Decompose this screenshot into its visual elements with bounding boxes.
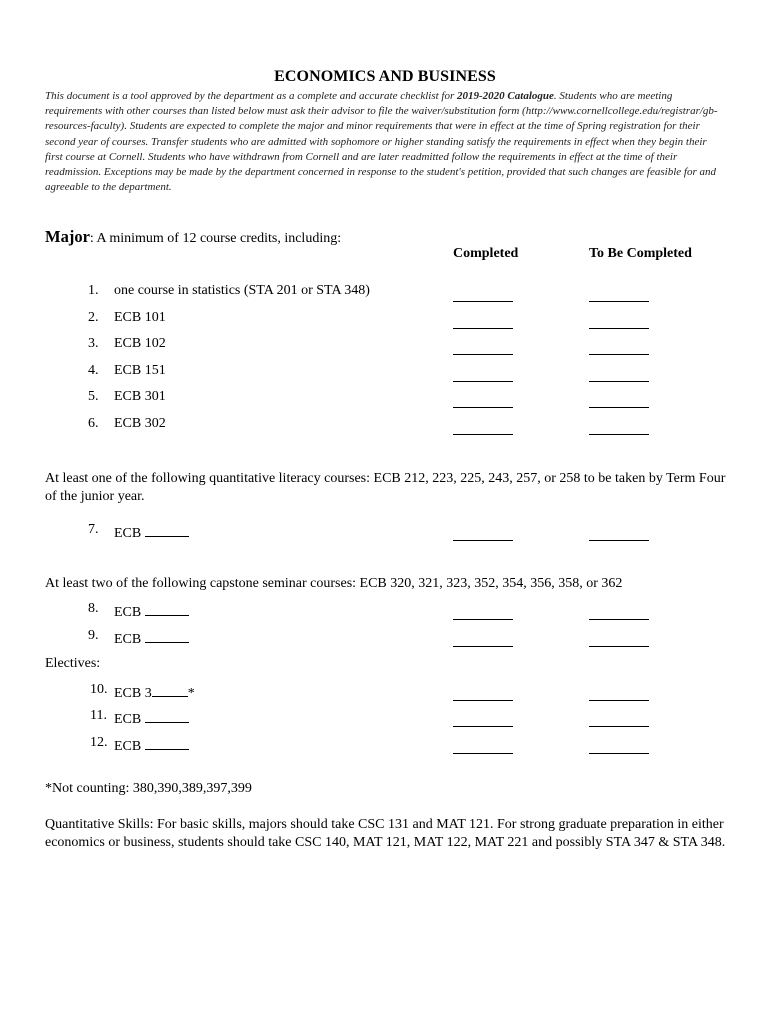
completed-blank[interactable] bbox=[453, 336, 513, 355]
quantitative-literacy-text: At least one of the following quantitative literacy courses: ECB 212, 223, 225, 243, 257, or 258 to be taken by Term Four of the junior year. bbox=[45, 471, 726, 504]
course-number: 3. bbox=[88, 336, 99, 351]
page-title: ECONOMICS AND BUSINESS bbox=[274, 68, 496, 85]
course-row-1 bbox=[0, 283, 770, 303]
course-label bbox=[114, 522, 189, 542]
completed-blank[interactable] bbox=[453, 601, 513, 620]
course-prefix: ECB bbox=[114, 605, 142, 620]
course-label bbox=[114, 628, 189, 648]
major-description: : A minimum of 12 course credits, including: bbox=[89, 231, 342, 246]
course-number-blank[interactable] bbox=[145, 522, 189, 537]
to-be-completed-blank[interactable] bbox=[589, 363, 649, 382]
course-row-3 bbox=[0, 336, 770, 356]
course-number: 8. bbox=[88, 601, 99, 616]
course-row-12 bbox=[0, 735, 770, 755]
course-label: one course in statistics (STA 201 or STA 348) bbox=[114, 283, 370, 298]
not-counting-note: *Not counting: 380,390,389,397,399 bbox=[45, 781, 252, 796]
course-label: ECB 302 bbox=[114, 416, 166, 431]
course-label: ECB 101 bbox=[114, 310, 166, 325]
course-number: 9. bbox=[88, 628, 99, 643]
to-be-completed-blank[interactable] bbox=[589, 708, 649, 727]
course-suffix: * bbox=[187, 686, 195, 701]
course-number: 10. bbox=[90, 682, 108, 697]
course-label: ECB 151 bbox=[114, 363, 166, 378]
to-be-completed-blank[interactable] bbox=[589, 283, 649, 302]
course-row-4 bbox=[0, 363, 770, 383]
course-label bbox=[114, 601, 189, 621]
intro-text-start: This document is a tool approved by the department as a complete and accurate checklist for bbox=[45, 90, 458, 102]
to-be-completed-blank[interactable] bbox=[589, 416, 649, 435]
course-number: 7. bbox=[88, 522, 99, 537]
course-prefix: ECB bbox=[114, 632, 142, 647]
completed-blank[interactable] bbox=[453, 416, 513, 435]
intro-paragraph bbox=[45, 89, 727, 195]
course-label: ECB 102 bbox=[114, 336, 166, 351]
course-label: ECB 301 bbox=[114, 389, 166, 404]
to-be-completed-blank[interactable] bbox=[589, 628, 649, 647]
to-be-completed-blank[interactable] bbox=[589, 310, 649, 329]
course-row-5 bbox=[0, 389, 770, 409]
to-be-completed-blank[interactable] bbox=[589, 682, 649, 701]
to-be-completed-blank[interactable] bbox=[589, 389, 649, 408]
completed-blank[interactable] bbox=[453, 310, 513, 329]
course-number: 1. bbox=[88, 283, 99, 298]
to-be-completed-blank[interactable] bbox=[589, 522, 649, 541]
completed-blank[interactable] bbox=[453, 628, 513, 647]
catalogue-year: 2019-2020 Catalogue bbox=[457, 90, 554, 102]
completed-blank[interactable] bbox=[453, 735, 513, 754]
course-prefix: ECB bbox=[114, 712, 142, 727]
course-label bbox=[114, 735, 189, 755]
completed-blank[interactable] bbox=[453, 363, 513, 382]
course-number-blank[interactable] bbox=[145, 628, 189, 643]
course-row-10 bbox=[0, 682, 770, 702]
column-header-to-be-completed: To Be Completed bbox=[589, 246, 692, 261]
completed-blank[interactable] bbox=[453, 682, 513, 701]
course-number-blank[interactable] bbox=[145, 735, 189, 750]
to-be-completed-blank[interactable] bbox=[589, 735, 649, 754]
course-number-blank[interactable] bbox=[152, 682, 188, 697]
completed-blank[interactable] bbox=[453, 283, 513, 302]
course-label bbox=[114, 708, 189, 728]
to-be-completed-blank[interactable] bbox=[589, 601, 649, 620]
course-number: 6. bbox=[88, 416, 99, 431]
course-number: 12. bbox=[90, 735, 108, 750]
quantitative-skills-note: Quantitative Skills: For basic skills, majors should take CSC 131 and MAT 121. For strong graduate preparation in either economics or business, students should take CSC 140, MAT 121, MAT 122, MAT 221 and possibly STA 347 & STA 348. bbox=[45, 817, 726, 850]
course-row-7 bbox=[0, 522, 770, 542]
course-prefix: ECB bbox=[114, 739, 142, 754]
course-prefix: ECB 3 bbox=[114, 686, 152, 701]
course-row-6 bbox=[0, 416, 770, 436]
electives-heading: Electives: bbox=[45, 656, 101, 671]
course-number: 11. bbox=[90, 708, 107, 723]
course-number: 5. bbox=[88, 389, 99, 404]
course-prefix: ECB bbox=[114, 526, 142, 541]
capstone-text: At least two of the following capstone seminar courses: ECB 320, 321, 323, 352, 354, 356, 358, or 362 bbox=[45, 576, 623, 591]
course-number-blank[interactable] bbox=[145, 601, 189, 616]
to-be-completed-blank[interactable] bbox=[589, 336, 649, 355]
completed-blank[interactable] bbox=[453, 389, 513, 408]
column-header-completed: Completed bbox=[453, 246, 519, 261]
course-row-9 bbox=[0, 628, 770, 648]
course-row-2 bbox=[0, 310, 770, 330]
completed-blank[interactable] bbox=[453, 708, 513, 727]
intro-text-rest: . Students who are meeting requirements with other courses than listed below must ask their advisor to file the waiver/substitution form (http://www.cornellcollege.edu/registrar/gb-resources-faculty). Students are expected to complete the major and minor requirements that were in effect at the time of Spring registration for their second year of courses. Transfer students who are admitted with sophomore or higher standing satisfy the requirements in effect when they begin their first course at Cornell. Students who have withdrawn from Cornell and are later readmitted follow the requirements in effect at the time of their readmission. Exceptions may be made by the department concerned in response to the student's petition, provided that such changes are feasible for and agreeable to the department. bbox=[45, 90, 718, 194]
course-label bbox=[114, 682, 195, 702]
course-number: 4. bbox=[88, 363, 99, 378]
course-number-blank[interactable] bbox=[145, 708, 189, 723]
completed-blank[interactable] bbox=[453, 522, 513, 541]
major-label: Major bbox=[45, 227, 90, 246]
major-heading bbox=[45, 227, 341, 247]
course-row-11 bbox=[0, 708, 770, 728]
course-row-8 bbox=[0, 601, 770, 621]
course-number: 2. bbox=[88, 310, 99, 325]
